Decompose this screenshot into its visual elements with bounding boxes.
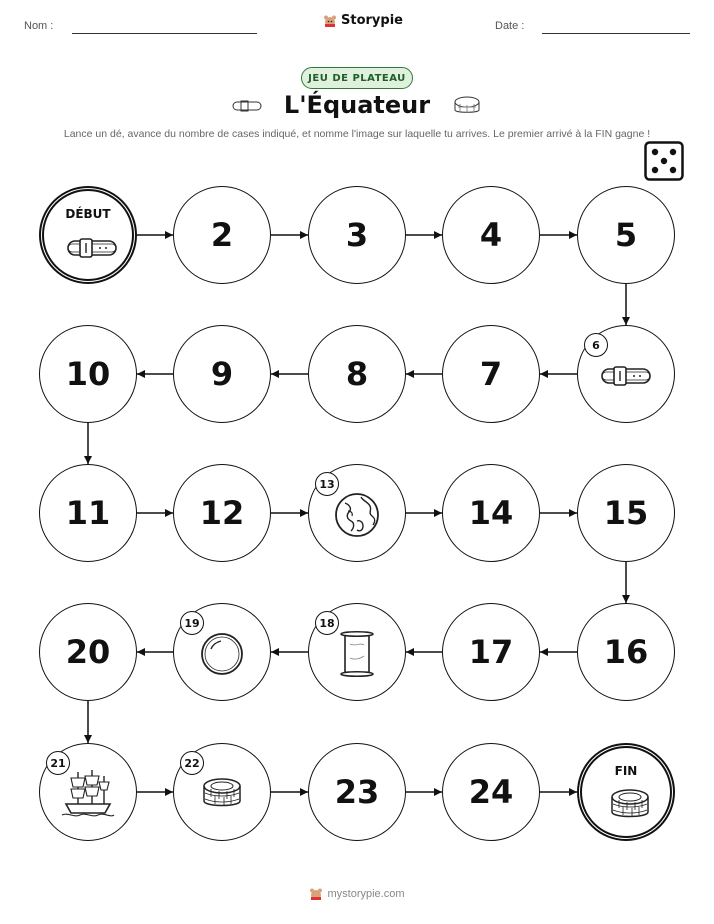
space-number-badge: 13 (315, 472, 339, 496)
board-space-6 (577, 325, 675, 423)
arrow-head (622, 317, 630, 325)
date-label: Date : (495, 20, 525, 32)
space-number: 8 (345, 355, 369, 393)
board-space-17 (442, 603, 540, 701)
board-space-21 (39, 743, 137, 841)
arrow-head (540, 370, 548, 378)
ship-icon (60, 768, 116, 824)
arrow-head (165, 509, 173, 517)
well-icon (200, 776, 244, 816)
arrow-head (300, 509, 308, 517)
title-text: L'Équateur (283, 91, 431, 119)
space-number: 7 (479, 355, 503, 393)
space-number: 11 (65, 494, 111, 532)
space-number-badge: 21 (46, 751, 70, 775)
instructions: Lance un dé, avance du nombre de cases indiqué, et nomme l'image sur laquelle tu arrives. Le premier arrivé à la FIN gagne ! (63, 128, 651, 140)
space-number: 20 (65, 633, 111, 671)
arrow-head (300, 231, 308, 239)
space-number: 16 (603, 633, 649, 671)
board-space-10 (39, 325, 137, 423)
arrow-head (569, 509, 577, 517)
space-label: FIN (614, 764, 638, 778)
arrow-head (165, 231, 173, 239)
arrow-head (137, 370, 145, 378)
arrow-head (137, 648, 145, 656)
space-number: 24 (468, 773, 514, 811)
arrow-head (569, 231, 577, 239)
arrow-head (622, 595, 630, 603)
footer-url: mystorypie.com (327, 888, 405, 900)
space-number: 17 (468, 633, 514, 671)
board-space-13 (308, 464, 406, 562)
space-number-badge: 19 (180, 611, 204, 635)
space-number: 9 (210, 355, 234, 393)
category-badge: JEU DE PLATEAU (301, 67, 413, 89)
arrow-head (406, 370, 414, 378)
arrow-head (84, 456, 92, 464)
arrow-head (434, 788, 442, 796)
board-space-20 (39, 603, 137, 701)
space-number: 5 (614, 216, 638, 254)
space-number-badge: 22 (180, 751, 204, 775)
board-space-18 (308, 603, 406, 701)
board-space-14 (442, 464, 540, 562)
space-number: 10 (65, 355, 111, 393)
globe-icon (333, 491, 381, 543)
space-number: 4 (479, 216, 503, 254)
belt-icon (600, 363, 652, 393)
arrow-head (406, 648, 414, 656)
name-label: Nom : (24, 20, 54, 32)
space-number: 12 (199, 494, 245, 532)
bubble-icon (199, 631, 245, 681)
board-space-15 (577, 464, 675, 562)
start-space (39, 186, 137, 284)
space-number-badge: 6 (584, 333, 608, 357)
board-space-3 (308, 186, 406, 284)
arrow-head (300, 788, 308, 796)
space-number: 15 (603, 494, 649, 532)
space-number: 2 (210, 216, 234, 254)
arrow-head (434, 231, 442, 239)
board-space-22 (173, 743, 271, 841)
board-space-24 (442, 743, 540, 841)
space-number: 23 (334, 773, 380, 811)
space-number: 3 (345, 216, 369, 254)
brand-name: Storypie (341, 13, 403, 28)
board-space-11 (39, 464, 137, 562)
space-label: DÉBUT (65, 207, 111, 221)
arrow-head (434, 509, 442, 517)
bear-logo-icon (309, 887, 323, 901)
board-space-23 (308, 743, 406, 841)
arrow-head (569, 788, 577, 796)
belt-icon (66, 235, 118, 265)
arrow-head (84, 735, 92, 743)
arrow-head (271, 370, 279, 378)
board-space-4 (442, 186, 540, 284)
arrow-head (540, 648, 548, 656)
arrow-head (271, 648, 279, 656)
board-space-2 (173, 186, 271, 284)
board-space-16 (577, 603, 675, 701)
board-space-5 (577, 186, 675, 284)
space-number-badge: 18 (315, 611, 339, 635)
board-space-9 (173, 325, 271, 423)
footer (0, 887, 714, 901)
board-space-7 (442, 325, 540, 423)
arrow-head (165, 788, 173, 796)
board-space-8 (308, 325, 406, 423)
scroll-icon (338, 628, 376, 684)
finish-space (577, 743, 675, 841)
space-number: 14 (468, 494, 514, 532)
well-icon (608, 787, 652, 827)
board-space-19 (173, 603, 271, 701)
board-space-12 (173, 464, 271, 562)
